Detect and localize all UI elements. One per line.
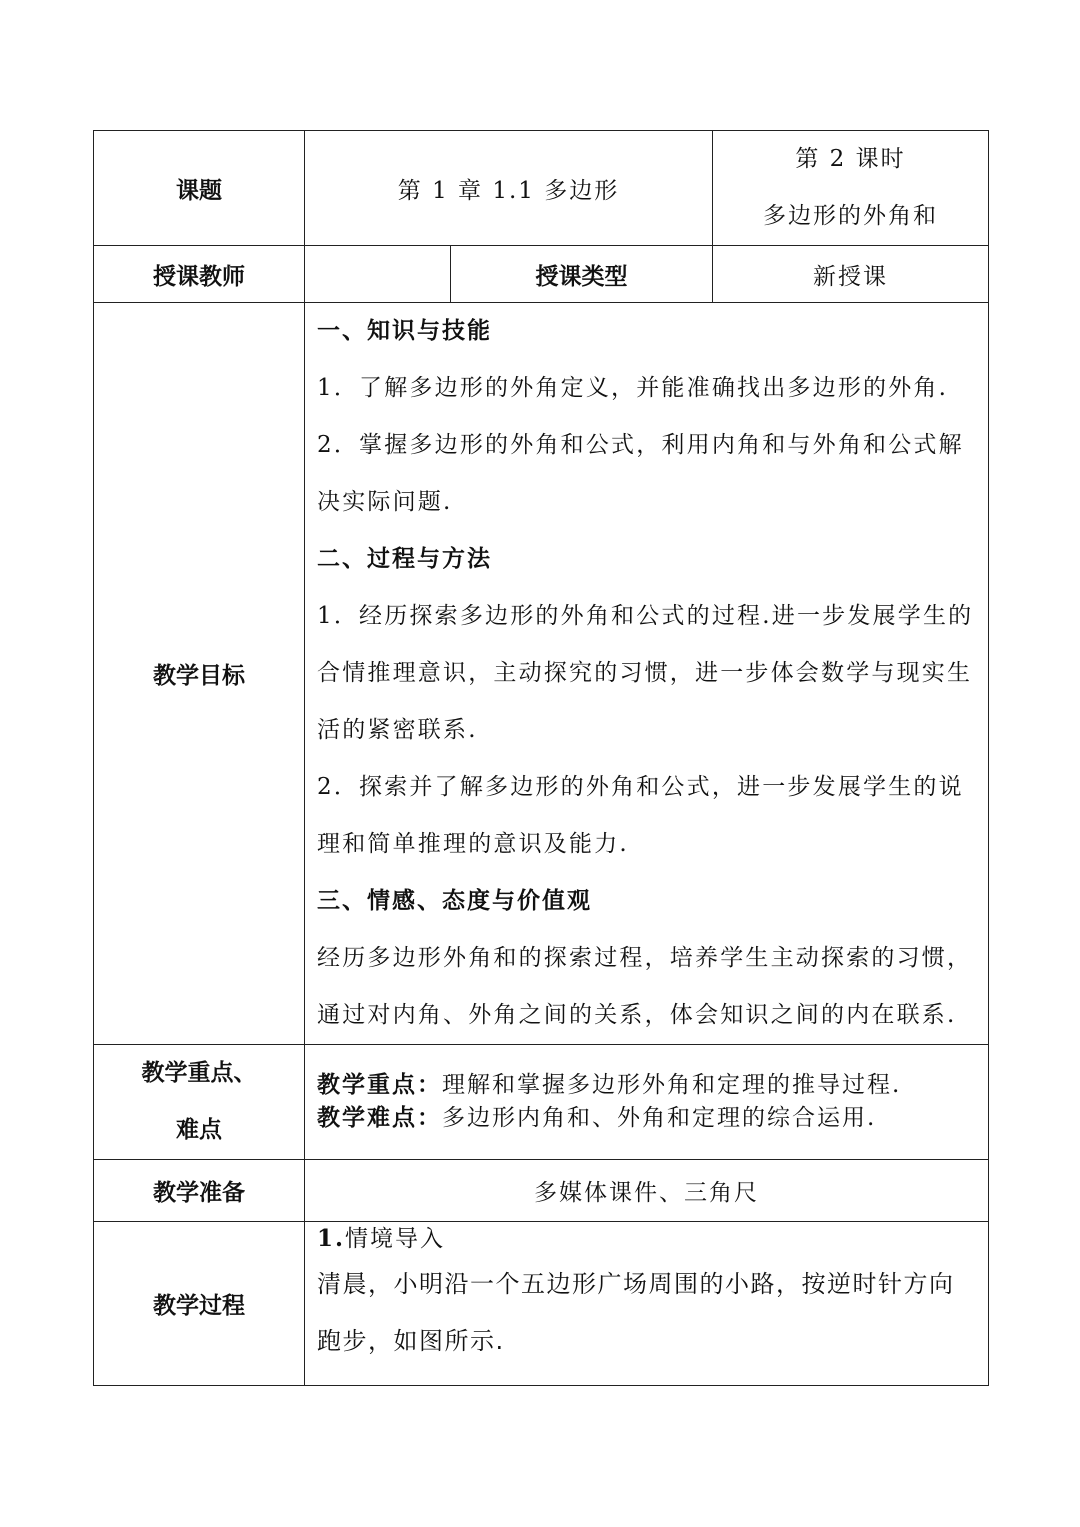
teacher-row (94, 246, 989, 303)
lesson-subtitle: 多边形的外角和 (763, 203, 938, 229)
focus-text: 理解和掌握多边形外角和定理的推导过程. (442, 1072, 902, 1098)
objectives-content (305, 303, 989, 1045)
step-text: 清晨，小明沿一个五边形广场周围的小路，按逆时针方向跑步，如图所示. (317, 1270, 955, 1355)
preparation-row (94, 1160, 989, 1222)
period-cell (713, 131, 989, 246)
lesson-plan-table (93, 130, 989, 1386)
process-row (94, 1222, 989, 1386)
step-title: 情境导入 (345, 1226, 446, 1252)
knowledge-item-1: 1．了解多边形的外角定义，并能准确找出多边形的外角. (317, 375, 949, 401)
values-text: 经历多边形外角和的探索过程，培养学生主动探索的习惯，通过对内角、外角之间的关系，体会知识之间的内在联系. (317, 945, 973, 1028)
key-points-label-line1: 教学重点、 (141, 1060, 257, 1086)
teacher-value (305, 246, 451, 303)
period-number: 第 2 课时 (795, 146, 906, 172)
process-item-2: 2．探索并了解多边形的外角和公式，进一步发展学生的说理和简单推理的意识及能力. (317, 774, 964, 857)
key-points-label (94, 1045, 305, 1160)
topic-label: 课题 (94, 131, 305, 246)
key-points-row (94, 1045, 989, 1160)
difficulty-line (317, 1102, 978, 1135)
process-label: 教学过程 (94, 1222, 305, 1386)
topic-row (94, 131, 989, 246)
preparation-value: 多媒体课件、三角尺 (305, 1160, 989, 1222)
section-knowledge-title: 一、知识与技能 (317, 318, 492, 344)
section-values-title: 三、情感、态度与价值观 (317, 888, 592, 914)
type-value: 新授课 (713, 246, 989, 303)
objectives-label: 教学目标 (94, 303, 305, 1045)
teacher-label: 授课教师 (94, 246, 305, 303)
section-process-title: 二、过程与方法 (317, 546, 492, 572)
key-points-content (305, 1045, 989, 1160)
knowledge-item-2: 2．掌握多边形的外角和公式，利用内角和与外角和公式解决实际问题. (317, 432, 964, 515)
key-points-label-line2: 难点 (176, 1117, 222, 1143)
preparation-label: 教学准备 (94, 1160, 305, 1222)
process-item-1: 1．经历探索多边形的外角和公式的过程.进一步发展学生的合情推理意识，主动探究的习惯，进一步体会数学与现实生活的紧密联系. (317, 603, 974, 743)
type-label: 授课类型 (451, 246, 713, 303)
focus-label: 教学重点： (317, 1072, 442, 1098)
process-content (305, 1222, 989, 1386)
step-heading (317, 1222, 978, 1256)
objectives-row (94, 303, 989, 1045)
difficulty-text: 多边形内角和、外角和定理的综合运用. (442, 1105, 877, 1131)
chapter-title: 第 1 章 1.1 多边形 (305, 131, 713, 246)
difficulty-label: 教学难点： (317, 1105, 442, 1131)
step-number: 1. (317, 1225, 346, 1252)
focus-line (317, 1069, 978, 1102)
